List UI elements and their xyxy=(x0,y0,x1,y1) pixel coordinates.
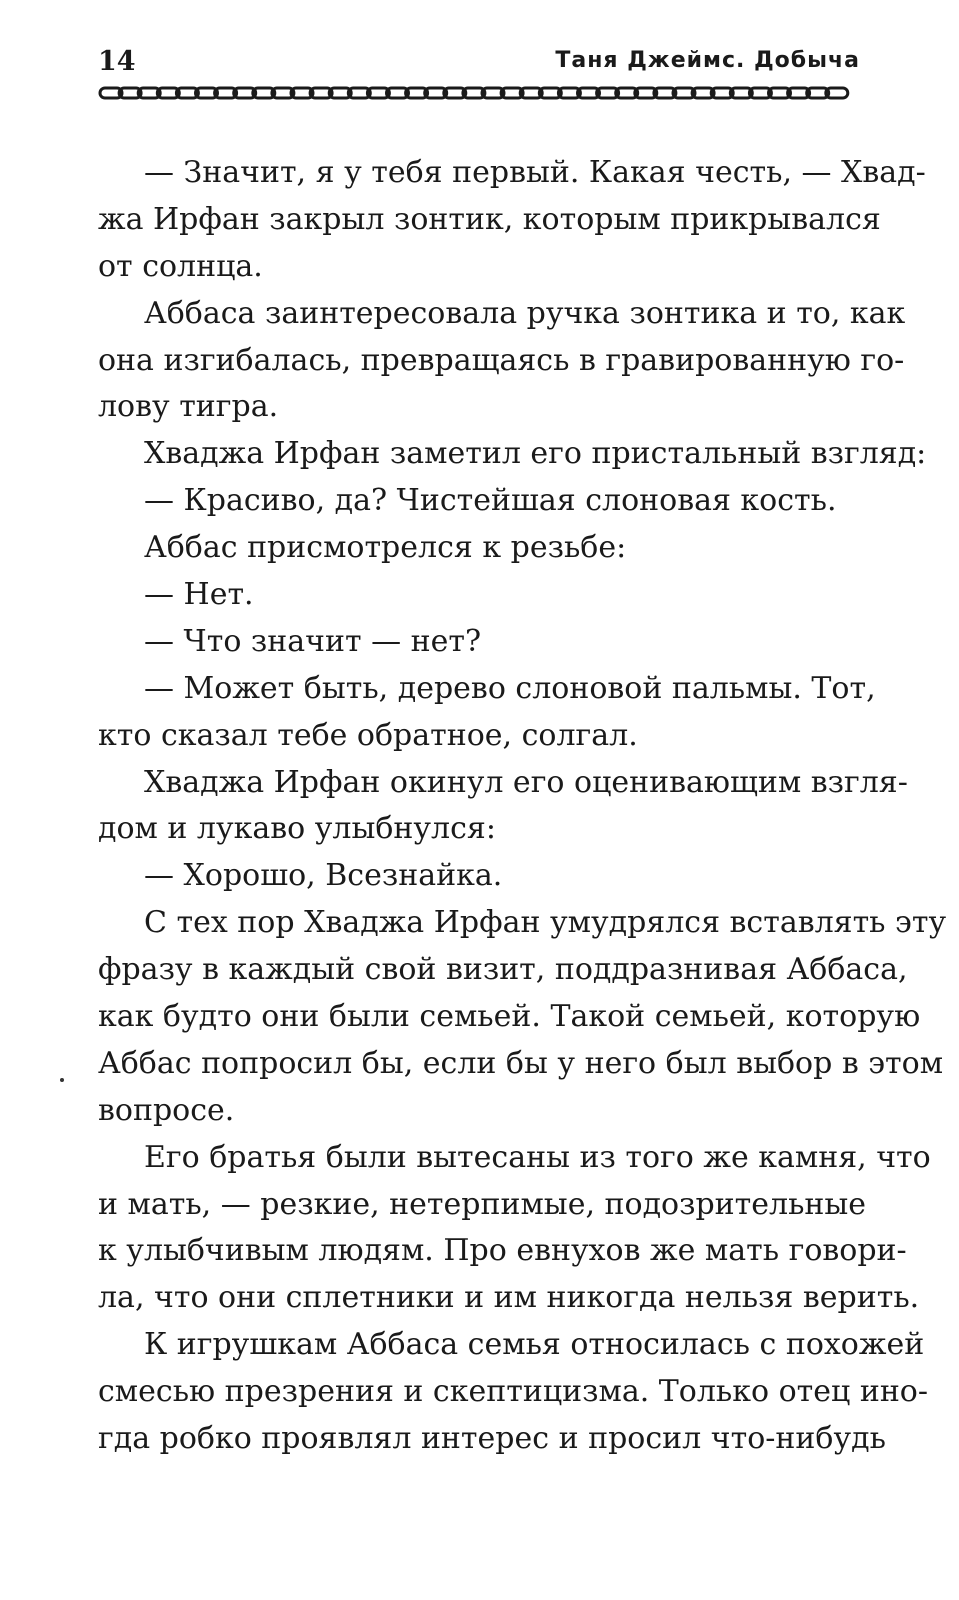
text-line: — Что значит — нет? xyxy=(144,623,482,659)
text-line: к улыбчивым людям. Про евнухов же мать говори- xyxy=(98,1233,907,1269)
text-line: лову тигра. xyxy=(98,389,279,425)
print-speck xyxy=(60,1078,64,1082)
text-line: — Может быть, дерево слоновой пальмы. Тот, xyxy=(144,670,876,706)
text-line: Аббас присмотрелся к резьбе: xyxy=(144,530,627,566)
text-line: Аббас попросил бы, если бы у него был выбор в этом xyxy=(98,1045,944,1081)
page-header xyxy=(98,44,860,84)
text-line: — Хорошо, Всезнайка. xyxy=(144,858,503,894)
text-line: Его братья были вытесаны из того же камня, что xyxy=(144,1139,931,1175)
text-line: — Значит, я у тебя первый. Какая честь, — Хвад- xyxy=(144,155,926,190)
running-title: Таня Джеймс. Добыча xyxy=(555,48,860,73)
text-line: — Нет. xyxy=(144,577,254,613)
text-line: вопросе. xyxy=(98,1092,235,1128)
text-line: ла, что они сплетники и им никогда нельзя верить. xyxy=(98,1280,920,1316)
text-line: смесью презрения и скептицизма. Только отец ино- xyxy=(98,1374,929,1410)
text-line: как будто они были семьей. Такой семьей, которую xyxy=(98,999,921,1035)
text-line: К игрушкам Аббаса семья относилась с похожей xyxy=(144,1327,925,1363)
page-number: 14 xyxy=(98,46,136,77)
text-line: фразу в каждый свой визит, поддразнивая Аббаса, xyxy=(98,952,908,988)
text-line: — Красиво, да? Чистейшая слоновая кость. xyxy=(144,483,837,519)
text-line: Хваджа Ирфан окинул его оценивающим взгля- xyxy=(144,764,908,800)
chain-ornament-icon xyxy=(96,84,862,102)
text-line: гда робко проявлял интерес и просил что-нибудь xyxy=(98,1421,886,1457)
text-line: от солнца. xyxy=(98,248,263,284)
text-line: она изгибалась, превращаясь в гравированную го- xyxy=(98,342,905,378)
text-line: Аббаса заинтересовала ручка зонтика и то, как xyxy=(144,295,906,331)
text-line: Хваджа Ирфан заметил его пристальный взгляд: xyxy=(144,436,927,472)
text-line: жа Ирфан закрыл зонтик, которым прикрывался xyxy=(98,201,881,237)
text-line: и мать, — резкие, нетерпимые, подозрительные xyxy=(98,1186,867,1222)
text-line: С тех пор Хваджа Ирфан умудрялся вставлять эту xyxy=(144,905,947,941)
text-line: кто сказал тебе обратное, солгал. xyxy=(98,717,638,753)
body-text xyxy=(98,150,947,1463)
text-line: дом и лукаво улыбнулся: xyxy=(98,811,496,847)
